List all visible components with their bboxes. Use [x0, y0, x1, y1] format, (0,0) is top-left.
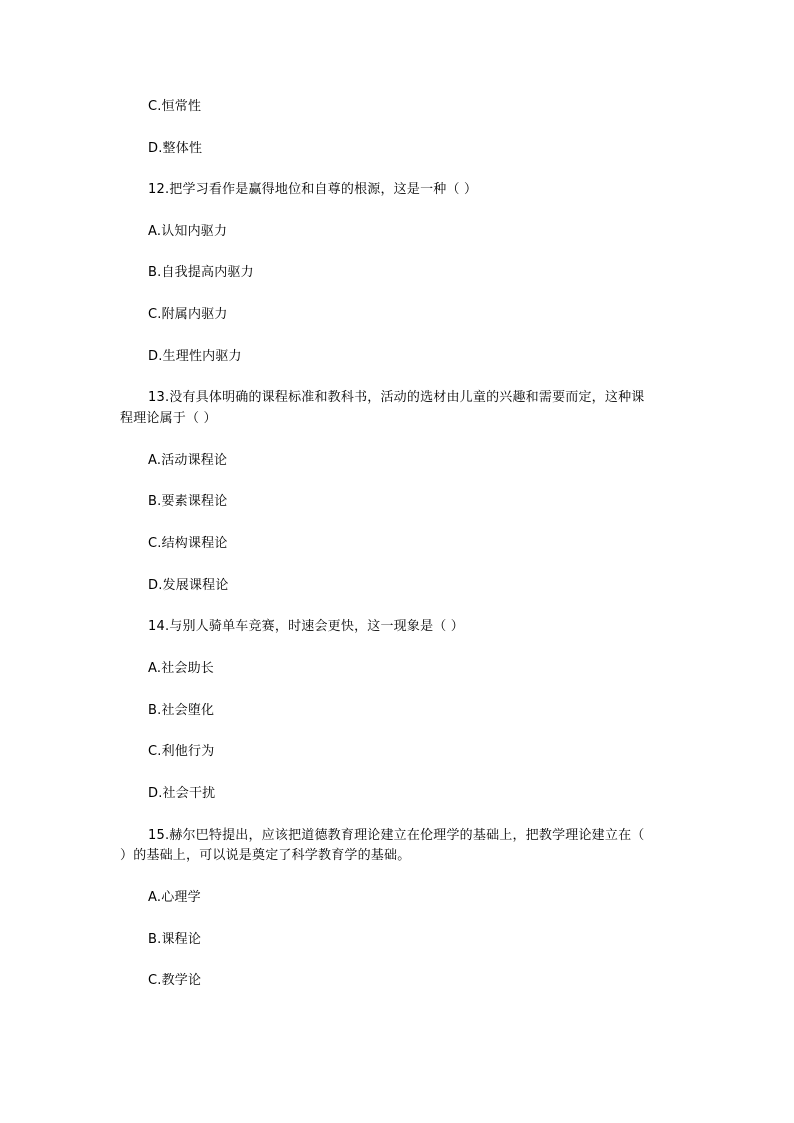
option-15a: A.心理学: [148, 890, 201, 905]
option-13d: D.发展课程论: [148, 578, 229, 593]
option-11d: D.整体性: [148, 141, 203, 156]
option-14a: A.社会助长: [148, 661, 214, 676]
question-15-continued: ）的基础上，可以说是奠定了科学教育学的基础。: [120, 848, 411, 863]
option-15c: C.教学论: [148, 973, 202, 988]
option-11c: C.恒常性: [148, 99, 202, 114]
option-12d: D.生理性内驱力: [148, 349, 242, 364]
question-15: 15.赫尔巴特提出，应该把道德教育理论建立在伦理学的基础上，把教学理论建立在（: [148, 828, 645, 843]
question-12: 12.把学习看作是赢得地位和自尊的根源，这是一种（ ）: [148, 182, 478, 197]
option-13b: B.要素课程论: [148, 494, 228, 509]
option-14c: C.利他行为: [148, 744, 215, 759]
option-12c: C.附属内驱力: [148, 307, 228, 322]
option-12a: A.认知内驱力: [148, 224, 228, 239]
question-13: 13.没有具体明确的课程标准和教科书，活动的选材由儿童的兴趣和需要而定，这种课: [148, 390, 645, 405]
option-15b: B.课程论: [148, 932, 202, 947]
option-13a: A.活动课程论: [148, 453, 228, 468]
option-14b: B.社会堕化: [148, 703, 215, 718]
question-13-continued: 程理论属于（ ）: [120, 411, 217, 426]
option-12b: B.自我提高内驱力: [148, 265, 254, 280]
option-13c: C.结构课程论: [148, 536, 228, 551]
question-14: 14.与别人骑单车竞赛，时速会更快，这一现象是（ ）: [148, 619, 465, 634]
option-14d: D.社会干扰: [148, 786, 216, 801]
